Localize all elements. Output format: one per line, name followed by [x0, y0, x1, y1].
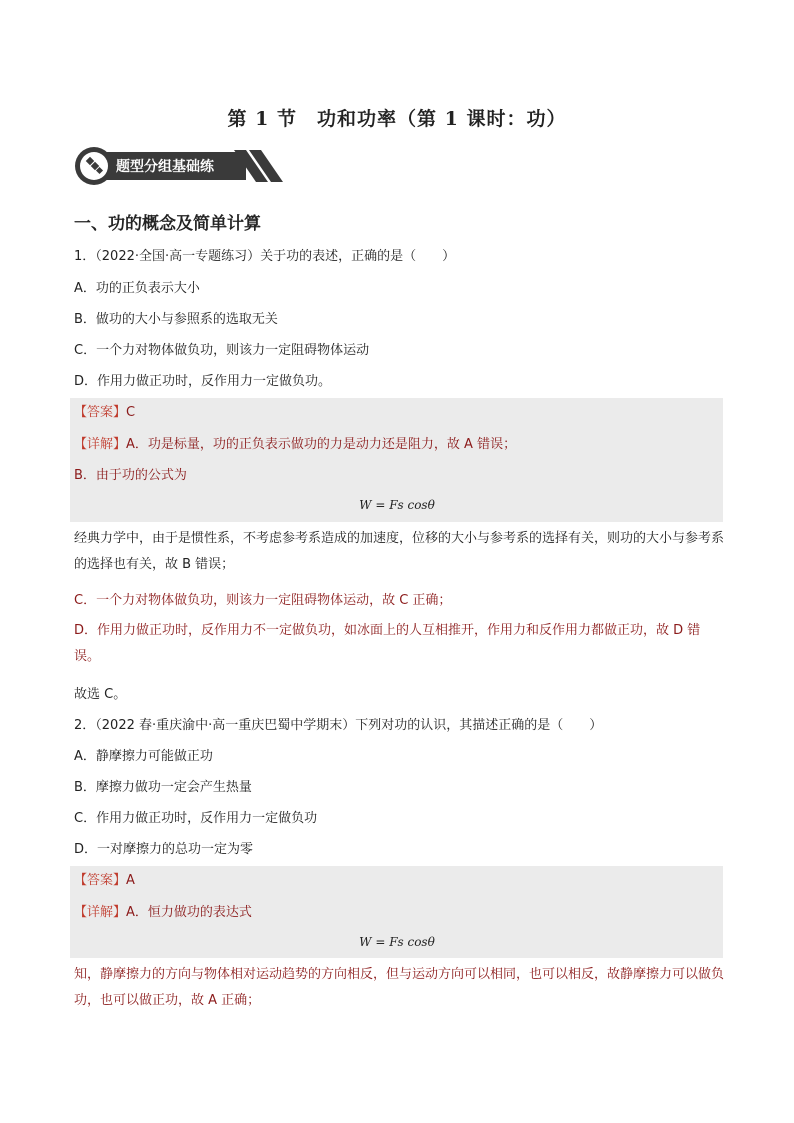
q1-option-d: D．作用力做正功时，反作用力一定做负功。: [74, 374, 332, 389]
question-1-stem: 1．（2022·全国·高一专题练习）关于功的表述，正确的是（ ）: [74, 249, 456, 264]
q2-option-d: D．一对摩擦力的总功一定为零: [74, 842, 254, 857]
q1-detail-a: 【详解】A．功是标量，功的正负表示做功的力是动力还是阻力，故 A 错误；: [74, 437, 517, 452]
q1-detail-b-lead: B．由于功的公式为: [74, 468, 187, 483]
answer-value: A: [126, 873, 135, 888]
q2-formula: W = Fs cosθ: [359, 935, 435, 949]
question-2-stem: 2．（2022 春·重庆渝中·高一重庆巴蜀中学期末）下列对功的认识，其描述正确的是（ ）: [74, 718, 603, 733]
q1-conclusion: 故选 C。: [74, 687, 127, 702]
section-banner: [74, 146, 284, 186]
q1-detail-b-cont: 经典力学中，由于是惯性系，不考虑参考系造成的加速度，位移的大小与参考系的选择有关，则功的大小与参考系的选择也有关，故 B 错误；: [74, 531, 725, 572]
q2-detail-a: 【详解】A．恒力做功的表达式: [74, 905, 252, 920]
section-heading: 一、功的概念及简单计算: [74, 214, 261, 234]
q2-option-b: B．摩擦力做功一定会产生热量: [74, 780, 252, 795]
detail-tag: 【详解】: [74, 905, 127, 920]
q1-option-b: B．做功的大小与参照系的选取无关: [74, 312, 278, 327]
answer-tag: 【答案】: [74, 405, 127, 420]
q1-detail-d: D．作用力做正功时，反作用力不一定做负功，如冰面上的人互相推开，作用力和反作用力都做正功，故 D 错误。: [74, 623, 701, 664]
q1-formula: W = Fs cosθ: [359, 498, 435, 512]
q2-option-c: C．作用力做正功时，反作用力一定做负功: [74, 811, 318, 826]
q1-option-c: C．一个力对物体做负功，则该力一定阻碍物体运动: [74, 343, 370, 358]
q2-answer: [74, 872, 135, 890]
detail-tag: 【详解】: [74, 437, 127, 452]
q2-option-a: A．静摩擦力可能做正功: [74, 749, 213, 764]
q2-detail-a-cont: 知，静摩擦力的方向与物体相对运动趋势的方向相反，但与运动方向可以相同，也可以相反，故静摩擦力可以做负功，也可以做正功，故 A 正确；: [74, 967, 725, 1008]
answer-tag: 【答案】: [74, 873, 127, 888]
q1-option-a: A．功的正负表示大小: [74, 281, 200, 296]
q1-answer: [74, 404, 135, 422]
banner-label: 题型分组基础练: [116, 159, 214, 175]
answer-value: C: [126, 405, 136, 420]
page-title: 第 1 节 功和功率（第 1 课时：功）: [227, 108, 567, 130]
q1-detail-c: C．一个力对物体做负功，则该力一定阻碍物体运动，故 C 正确；: [74, 593, 452, 608]
